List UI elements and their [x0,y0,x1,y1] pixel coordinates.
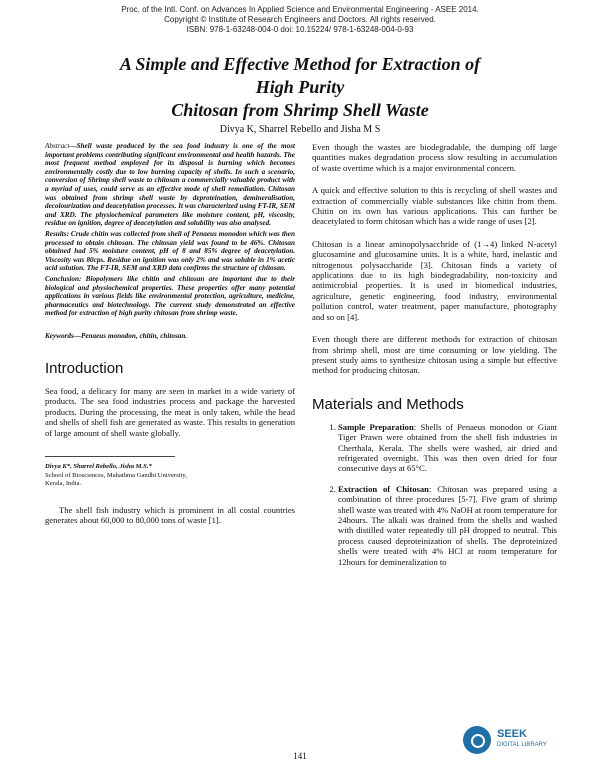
seek-logo-icon [463,726,491,754]
methods-list [312,422,557,567]
methods-item-2-title: Extraction of Chitosan [338,483,429,494]
right-column [312,142,557,577]
abstract-conclusion: Conclusion: Biopolymers like chitin and chitosan are important due to their biological and physiochemical properties. These properties offer many potential applications in various fields like environmental protection, agriculture, medicine, pharmaceutics and biotechnology. The current study demonstrated an effective method for extraction of high purity chitosan from shrimp waste. [45,274,295,318]
methods-item-1 [338,422,557,474]
header-line-3: ISBN: 978-1-63248-004-0 doi: 10.15224/ 978-1-63248-004-0-93 [186,25,414,34]
header-line-1: Proc. of the Intl. Conf. on Advances In Applied Science and Environmental Engineering - ASEE 2014. [121,5,479,14]
right-paragraph-3: Chitosan is a linear aminopolysacchride of (1→4) linked N-acetyl glucosamine and glucosamine units. It is a white, hard, inelastic and nitrogenous polysaccharide [3]. Chitosan finds a variety of applications due to its high biodegradability, non-toxicity and antimicrobial properties. It is used in biomedical industries, agriculture, genetic engineering, food industry, environmental pollution control, water treatment, paper manufacture, photography and so on [4]. [312,238,557,322]
left-column [45,142,295,534]
abstract-label: Abstract [45,142,70,150]
right-paragraph-1: Even though the wastes are biodegradable, the dumping off large quantities makes degradation process slow resulting in accumulation of waste overtime which is a major environmental concern. [312,142,557,173]
title-line-3: Chitosan from Shrimp Shell Waste [171,100,429,120]
methods-item-2-text: : Chitosan was prepared using a combination of three procedures [5-7]. Five gram of shrimp shell waste was treated with 4% NaOH at room temperature for 24hours. The alkali was drained from the shells and washed with distilled water repeatedly till pH dropped to neutral. This process caused deproteinization of shells. The deproteinized shells were treated with 4% HCl at room temperature for 12hours for demineralization to [338,483,557,567]
methods-item-1-text: : Shells of Penaeus monodon or Giant Tiger Prawn were obtained from the shell fish industries in Cherthala, Kerala. The shells were washed, air dried and refrigerated overnight. This was then oven dried for four consecutive days at 65°C. [338,421,558,474]
methods-item-1-title: Sample Preparation [338,421,414,432]
intro-paragraph-1: Sea food, a delicacy for many are seen in market in a wide variety of products. The sea food industries process and package the harvested products. During the processing, the meat is only taken, while the head and shells of shell fish are generated as waste. This results in generation of large amount of shell waste globally. [45,385,295,438]
affiliation-place: Kerala, India. [45,480,82,488]
right-paragraph-2: A quick and effective solution to this is recycling of shell wastes and extraction of commercially viable substances like chitin from them. Chitin on its own has various applications. This can further be deacetylated to form chitosan which has a wide range of uses [2]. [312,185,557,227]
abstract-results: Results: Crude chitin was collected from shell of Penaeus monodon which was then processed to obtain chitosan. The chitosan yield was found to be 46%. Chitosan obtained had 5% moisture content, pH of 8 and 85% degree of deacetylation. Viscosity was 80cps. Residue on ignition was only 2% and was soluble in 1% acetic acid solution. The FT-IR, SEM and XRD data confirms the structure of chitosan. [45,229,295,273]
intro-paragraph-2: The shell fish industry which is prominent in all costal countries generates about 60,000 to 80,000 tons of waste [1]. [45,504,295,526]
paper-title [20,53,580,122]
page-number: 141 [293,751,307,761]
conference-header [0,5,600,35]
methods-heading: Materials and Methods [312,395,464,413]
seek-logo-name: SEEK [497,728,527,740]
affiliation-school: School of Biosciences, Mahathma Gandhi University, [45,471,187,479]
keywords: Keywords—Penaeus monodon, chitin, chitosan. [45,331,188,340]
introduction-heading: Introduction [45,359,124,377]
abstract: Abstract—Shell waste produced by the sea food industry is one of the most important problems contributing significant environmental and health hazards. The most frequent method employed for its disposal is burning which becomes environmentally costly due to low burning capacity of shells. In such a scenario, conversion of Shrimp shell waste to chitosan a commercially valuable product with a myriad of uses, could serve as an effective mode of shell remediation. Chitosan was obtained from shrimp shell waste by deproteination, demineralisation, decolourization and deacetylation processes. It was characterized using FT-IR, SEM and XRD. The physiochemical parameters like moisture content, pH, viscosity, residue on ignition, degree of deacetylation and solubility was also analysed. [45,142,295,228]
title-line-1: A Simple and Effective Method for Extraction of [119,54,481,74]
right-paragraph-4: Even though there are different methods for extraction of chitosan from shrimp shell, most are time consuming or low yielding. The present study aims to synthesize chitosan using a simple but effective method for producing chitosan. [312,334,557,376]
footnote-divider [45,456,175,457]
title-line-2: High Purity [255,77,345,97]
affiliation-names: Divya K*, Sharrel Rebello, Jisha M.S.* [45,462,152,470]
methods-item-2 [338,484,557,567]
header-line-2: Copyright © Institute of Research Engineers and Doctors. All rights reserved. [164,15,436,24]
author-list: Divya K, Sharrel Rebello and Jisha M S [219,124,381,135]
abstract-text: Shell waste produced by the sea food industry is one of the most important problems contributing significant environmental and health hazards. The most frequent method employed for its disposal is burning which becomes environmentally costly due to low burning capacity of shells. In such a scenario, conversion of Shrimp shell waste to chitosan a commercially valuable product with a myriad of uses, could serve as an effective mode of shell remediation. Chitosan was obtained from shrimp shell waste by deproteination, demineralisation, decolourization and deacetylation processes. It was characterized using FT-IR, SEM and XRD. The physiochemical parameters like moisture content, pH, viscosity, residue on ignition, degree of deacetylation and solubility was also analysed. [45,142,295,228]
seek-logo-sub: DIGITAL LIBRARY [497,742,547,748]
seek-logo [463,726,563,756]
